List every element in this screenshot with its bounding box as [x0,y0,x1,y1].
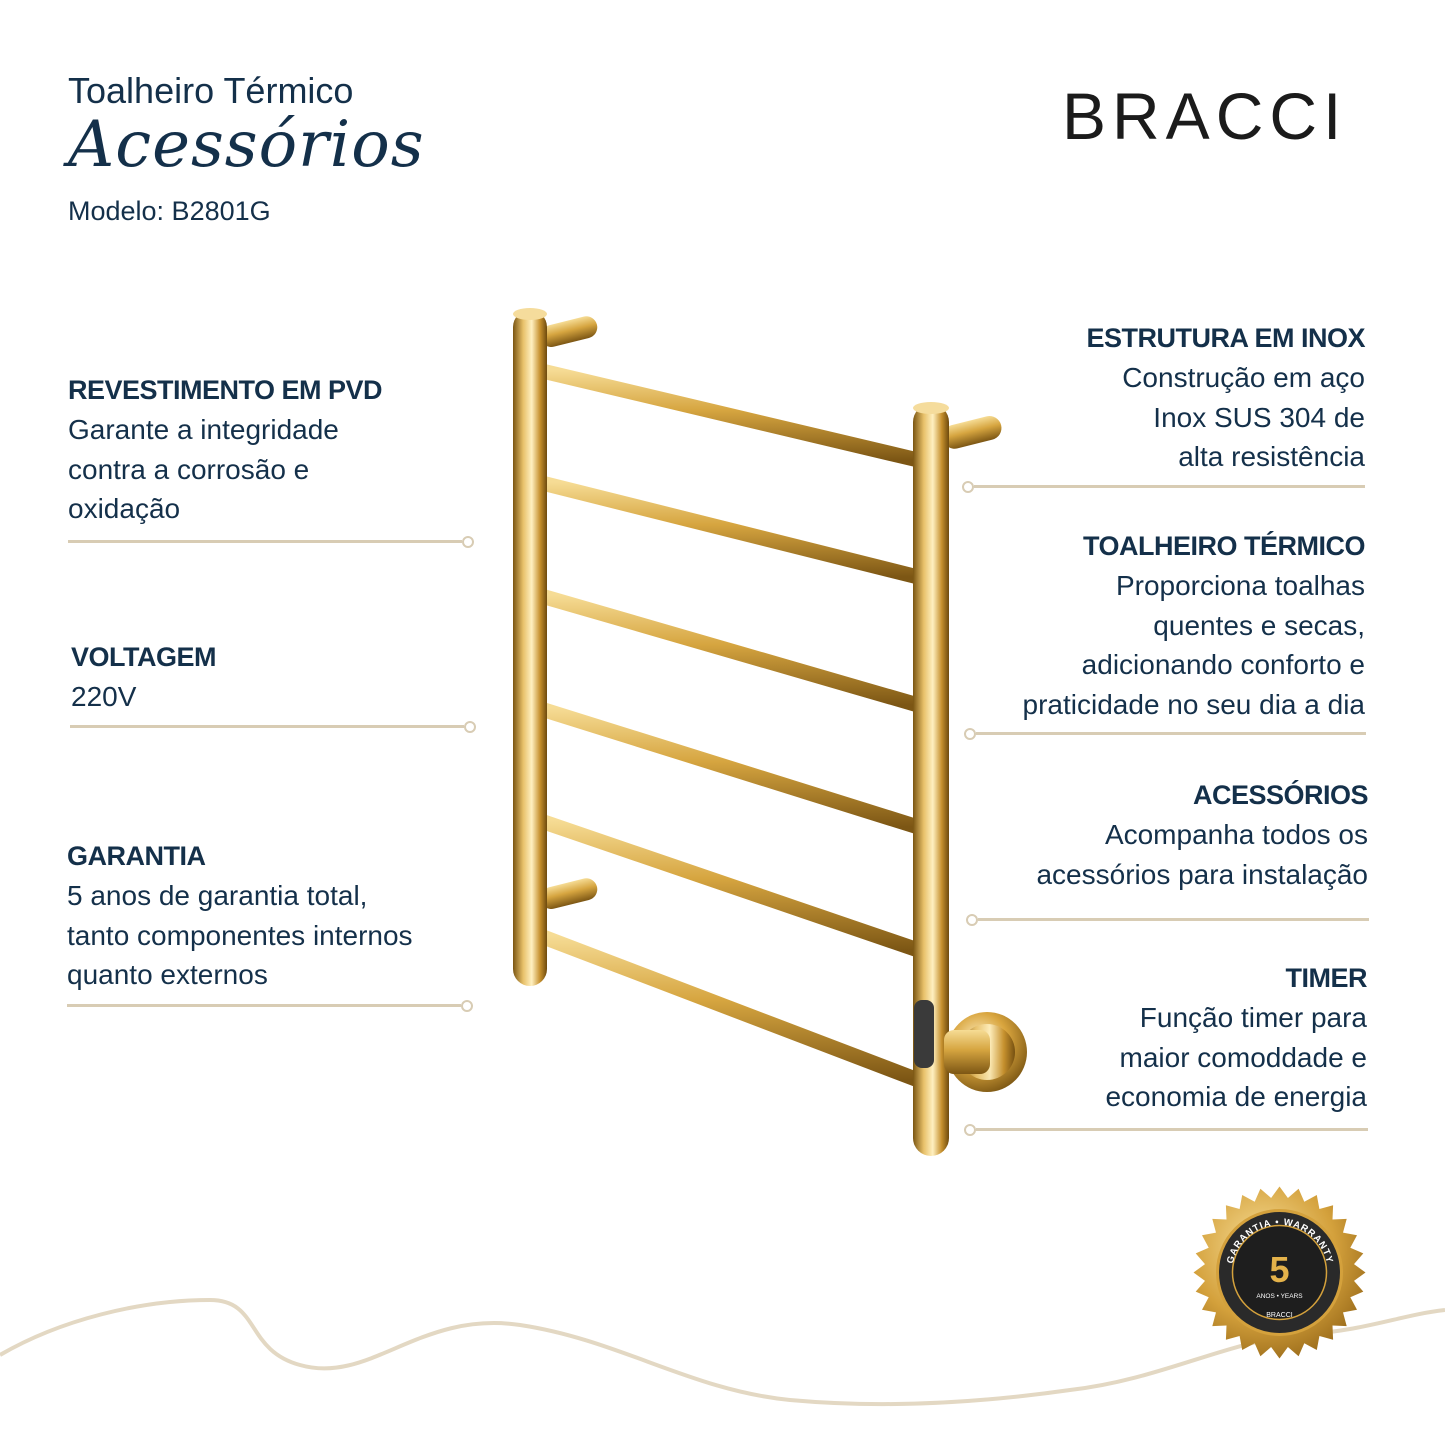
towel-rack-image [500,300,1040,1170]
feature-warranty [67,841,487,995]
feature-line: adicionando conforto e [1081,649,1365,680]
seal-brand: BRACCI [1266,1312,1293,1319]
warranty-seal [1192,1185,1367,1360]
divider-dot [464,721,476,733]
feature-line: tanto componentes internos [67,919,413,951]
feature-title: TOALHEIRO TÉRMICO [1082,531,1365,561]
divider-dot [462,536,474,548]
feature-line: Construção em aço [1122,362,1365,393]
feature-line: praticidade no seu dia a dia [1022,688,1365,720]
divider-line [67,1004,461,1007]
feature-title: GARANTIA [67,841,206,871]
feature-line: Garante a integridade [68,414,339,445]
feature-line: quentes e secas, [1153,609,1365,641]
product-line-title: Acessórios [68,108,425,182]
feature-line: Proporciona toalhas [1115,570,1365,601]
feature-line: contra a corrosão e [68,453,310,485]
feature-line: Acompanha todos os [1104,819,1368,850]
seal-number: 5 [1269,1249,1290,1290]
feature-line: economia de energia [1105,1081,1367,1112]
feature-title: REVESTIMENTO EM PVD [68,375,383,405]
feature-title: ACESSÓRIOS [1192,780,1368,810]
feature-title: TIMER [1285,963,1367,993]
product-category: Toalheiro Térmico [68,70,354,111]
feature-line: 5 anos de garantia total, [67,880,368,911]
feature-line: acessórios para instalação [1036,858,1368,890]
seal-top-text: GARANTIA • WARRANTY [1224,1216,1336,1265]
feature-line: oxidação [68,493,181,524]
feature-line: maior comoddade e [1119,1041,1367,1073]
seal-bottom-text: ANOS • YEARS [1256,1293,1303,1300]
feature-line: Função timer para [1139,1002,1367,1033]
brand-logo: BRACCI [1062,79,1348,153]
feature-title: VOLTAGEM [71,642,216,672]
feature-line: alta resistência [1178,441,1365,472]
feature-voltage [71,642,491,717]
feature-title: ESTRUTURA EM INOX [1086,323,1365,353]
divider-line [70,725,464,728]
feature-pvd [68,375,488,529]
divider-line [68,540,462,543]
divider-dot [461,1000,473,1012]
feature-line: 220V [71,681,137,712]
feature-line: Inox SUS 304 de [1153,401,1365,433]
product-model: Modelo: B2801G [68,196,271,226]
feature-line: quanto externos [67,959,268,990]
